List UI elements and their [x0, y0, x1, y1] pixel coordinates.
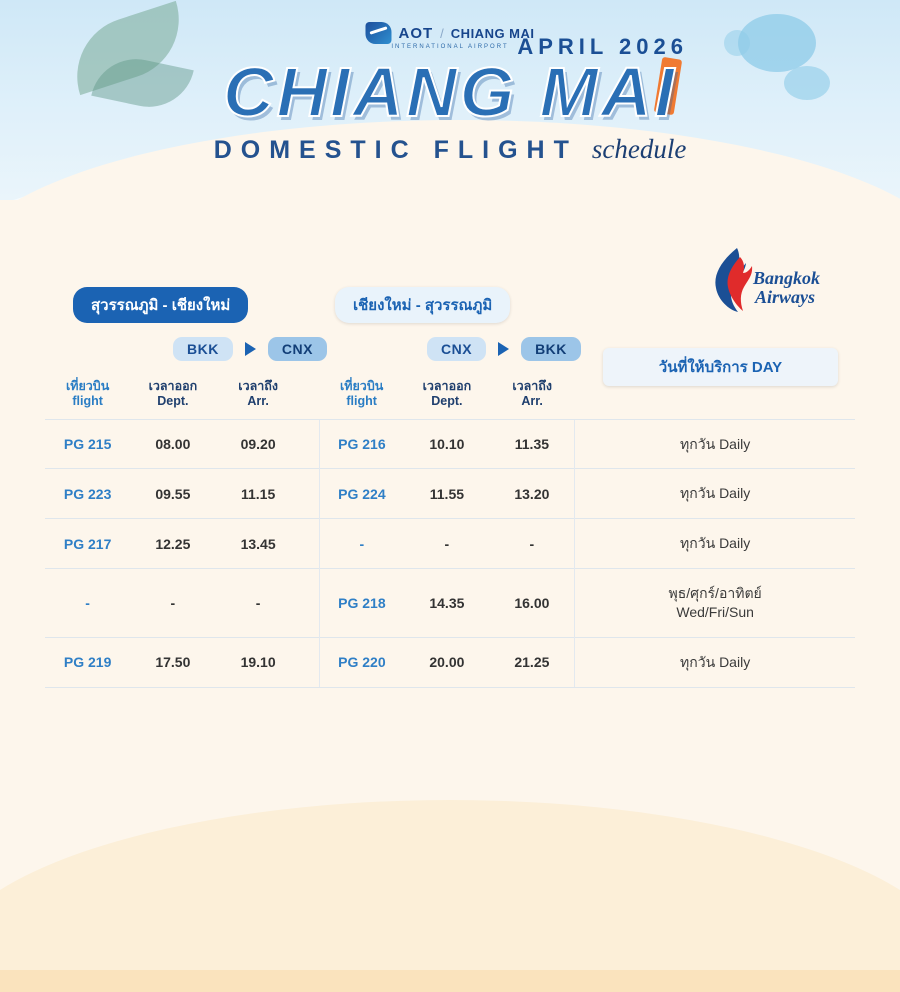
header-right-dept: เวลาออก Dept. [422, 379, 472, 408]
table-row [45, 637, 855, 687]
month-label: APRIL 2026 [517, 34, 688, 59]
route-right-label: เชียงใหม่ - สุวรรณภูมิ [335, 287, 510, 323]
cell-day: พุธ/ศุกร์/อาทิตย์ Wed/Fri/Sun [575, 569, 855, 638]
cell-spacer [301, 637, 319, 687]
cell-right-dept: 10.10 [404, 419, 489, 469]
airline-name-line2: Airways [755, 286, 816, 307]
airport-code-cnx-destination: CNX [268, 337, 327, 361]
header-left-arr: เวลาถึง Arr. [238, 379, 278, 408]
header-right-arr: เวลาถึง Arr. [512, 379, 552, 408]
cell-left-dept: 17.50 [130, 637, 215, 687]
day-column-header: วันที่ให้บริการ DAY [603, 348, 838, 386]
hero-banner [0, 0, 900, 200]
airport-code-bkk-origin: BKK [173, 337, 233, 361]
cell-day: ทุกวัน Daily [575, 637, 855, 687]
cell-spacer [301, 469, 319, 519]
header-left-dept: เวลาออก Dept. [148, 379, 198, 408]
cell-day: ทุกวัน Daily [575, 519, 855, 569]
arrow-right-icon [245, 342, 256, 356]
script-word: schedule [591, 134, 687, 164]
cell-left-flight: PG 219 [45, 637, 130, 687]
cell-right-dept: 14.35 [404, 569, 489, 638]
page-title: CHIANG MAI [223, 53, 677, 131]
cell-right-arr: 13.20 [490, 469, 575, 519]
cell-left-arr: 13.45 [216, 519, 301, 569]
cell-day: ทุกวัน Daily [575, 419, 855, 469]
cell-left-dept: 08.00 [130, 419, 215, 469]
airport-code-cnx-origin: CNX [427, 337, 486, 361]
cell-right-flight: PG 216 [319, 419, 404, 469]
cell-left-flight: PG 223 [45, 469, 130, 519]
cell-left-arr: - [216, 569, 301, 638]
aot-separator: / [440, 25, 444, 41]
aot-city-text: CHIANG MAI [450, 25, 535, 41]
table-row [45, 469, 855, 519]
cell-right-arr: 21.25 [490, 637, 575, 687]
cell-right-arr: 16.00 [490, 569, 575, 638]
route-left-label: สุวรรณภูมิ - เชียงใหม่ [73, 287, 248, 323]
cell-right-dept: 11.55 [404, 469, 489, 519]
header-right-flight: เที่ยวบิน flight [339, 379, 384, 408]
cell-left-dept: - [130, 569, 215, 638]
sand-wave-front [0, 800, 900, 970]
cell-left-flight: PG 217 [45, 519, 130, 569]
route-left-codes [173, 337, 327, 361]
subtitle-group [214, 134, 687, 165]
water-splash-small-icon [784, 66, 830, 100]
cell-right-flight: PG 218 [319, 569, 404, 638]
cell-right-arr: - [490, 519, 575, 569]
cell-left-flight: PG 215 [45, 419, 130, 469]
cell-left-arr: 09.20 [216, 419, 301, 469]
table-row [45, 519, 855, 569]
airport-code-bkk-destination: BKK [521, 337, 581, 361]
subtitle-text: DOMESTIC FLIGHT [213, 136, 578, 164]
schedule-board [45, 255, 855, 688]
aot-subtitle: INTERNATIONAL AIRPORT [391, 44, 509, 50]
flight-schedule-table [45, 377, 855, 688]
aot-logo [365, 22, 534, 44]
arrow-right-icon-2 [498, 342, 509, 356]
cell-right-flight: - [319, 519, 404, 569]
airline-name-line1: Bangkok [753, 268, 821, 288]
cell-left-arr: 19.10 [216, 637, 301, 687]
cell-spacer [301, 519, 319, 569]
cell-spacer [301, 569, 319, 638]
header-spacer [301, 377, 319, 419]
route-right-codes [427, 337, 581, 361]
cell-left-flight: - [45, 569, 130, 638]
table-row [45, 569, 855, 638]
cell-right-flight: PG 224 [319, 469, 404, 519]
aot-mark-icon [365, 22, 391, 44]
cell-right-dept: - [404, 519, 489, 569]
cell-day: ทุกวัน Daily [575, 469, 855, 519]
cell-spacer [301, 419, 319, 469]
cell-right-arr: 11.35 [490, 419, 575, 469]
aot-brand-text: AOT [398, 24, 434, 42]
cell-left-dept: 12.25 [130, 519, 215, 569]
cell-left-arr: 11.15 [216, 469, 301, 519]
cell-right-flight: PG 220 [319, 637, 404, 687]
cell-left-dept: 09.55 [130, 469, 215, 519]
table-row [45, 419, 855, 469]
airport-code-row [45, 337, 855, 371]
water-droplet-icon [724, 30, 750, 56]
header-left-flight: เที่ยวบิน flight [65, 379, 110, 408]
cell-right-dept: 20.00 [404, 637, 489, 687]
